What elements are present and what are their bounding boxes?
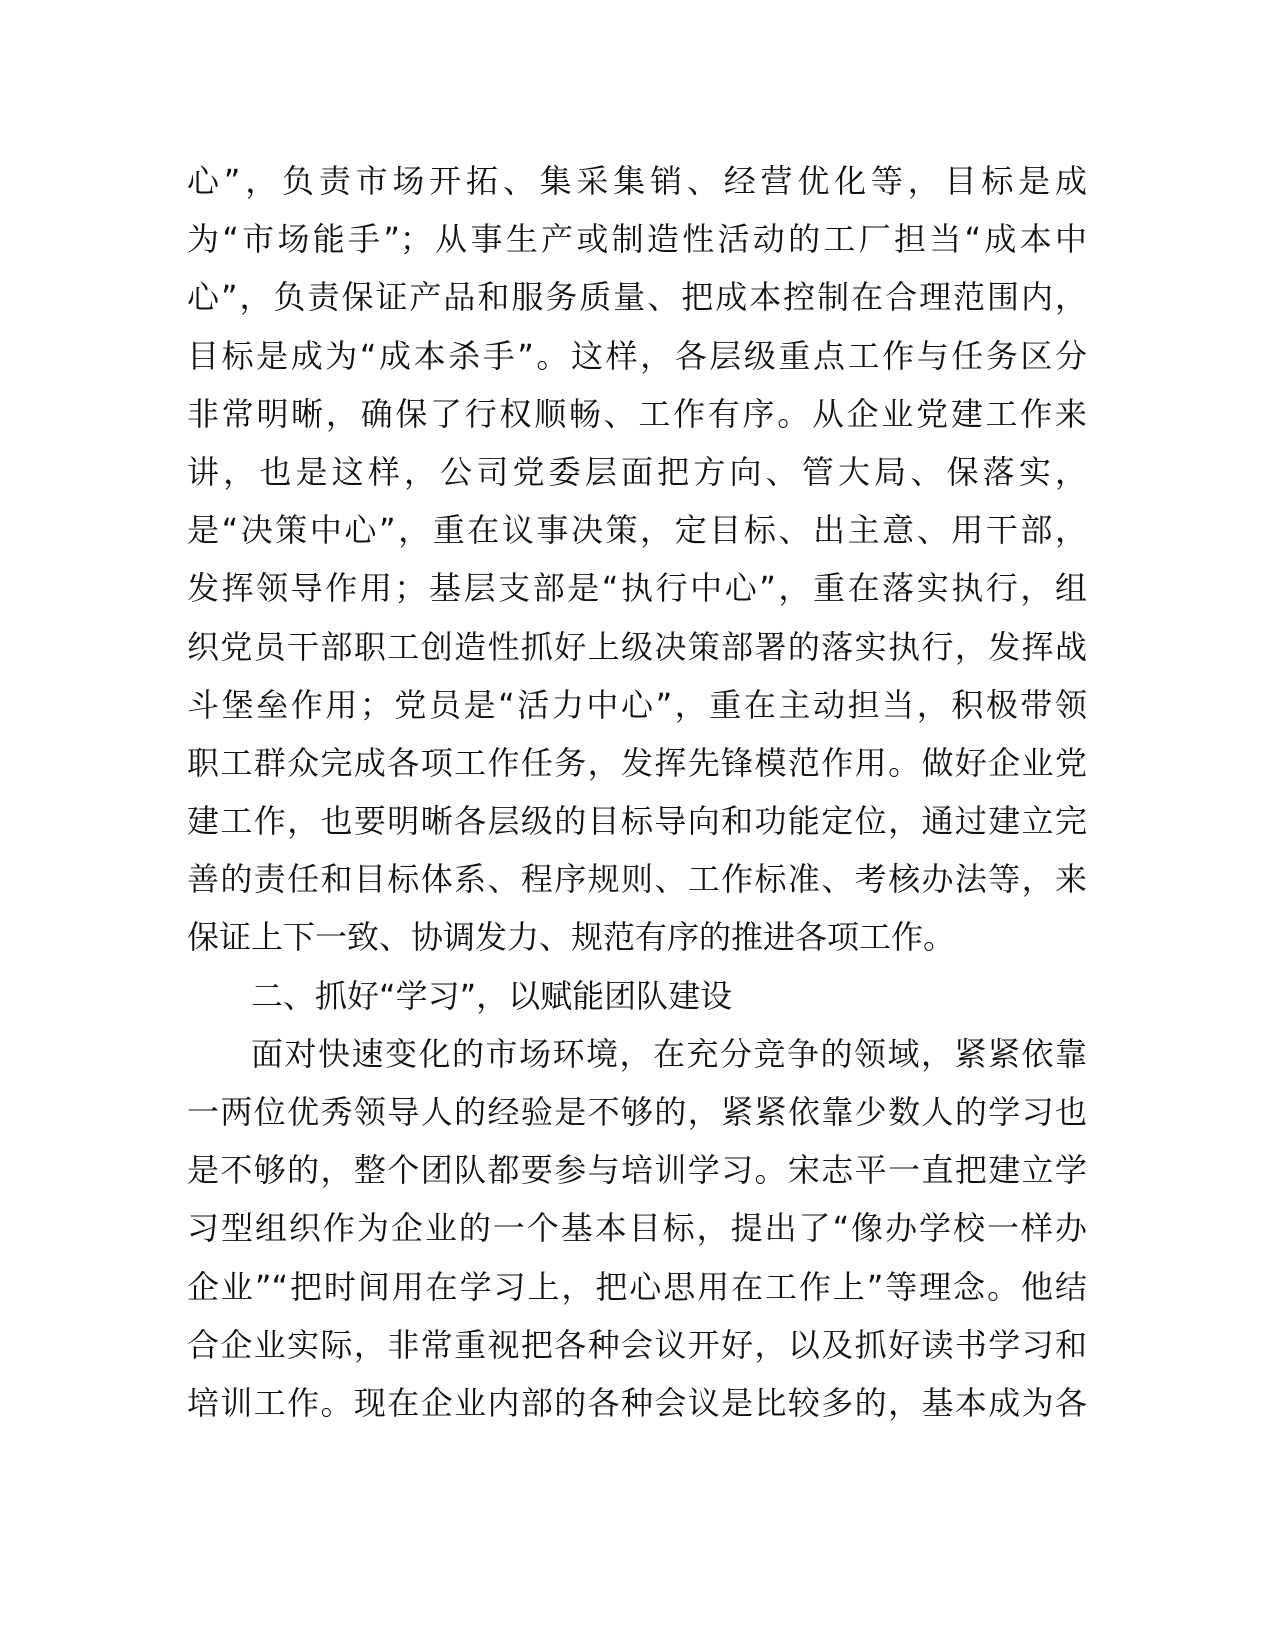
text-line: 合企业实际，非常重视把各种会议开好，以及抓好读书学习和	[187, 1325, 1087, 1364]
text-line: 建工作，也要明晰各层级的目标导向和功能定位，通过建立完	[187, 802, 1087, 841]
text-line: 面对快速变化的市场环境，在充分竞争的领域，紧紧依靠	[251, 1034, 1087, 1073]
text-line: 发挥领导作用；基层支部是“执行中心”，重在落实执行，组	[187, 569, 1087, 608]
text-line: 心”，负责市场开拓、集采集销、经营优化等，目标是成	[187, 162, 1087, 200]
text-line: 是“决策中心”，重在议事决策，定目标、出主意、用干部，	[187, 511, 1087, 550]
text-line: 讲，也是这样，公司党委层面把方向、管大局、保落实，	[187, 452, 1087, 491]
text-line: 善的责任和目标体系、程序规则、工作标准、考核办法等，来	[187, 860, 1087, 899]
section-heading: 二、抓好“学习”，以赋能团队建设	[251, 976, 733, 1015]
text-line: 习型组织作为企业的一个基本目标，提出了“像办学校一样办	[187, 1209, 1087, 1248]
text-line: 斗堡垒作用；党员是“活力中心”，重在主动担当，积极带领	[187, 685, 1087, 724]
text-line: 保证上下一致、协调发力、规范有序的推进各项工作。	[187, 918, 956, 957]
text-line: 职工群众完成各项工作任务，发挥先锋模范作用。做好企业党	[187, 743, 1087, 782]
text-line: 织党员干部职工创造性抓好上级决策部署的落实执行，发挥战	[187, 627, 1087, 666]
text-line: 为“市场能手”；从事生产或制造性活动的工厂担当“成本中	[187, 220, 1087, 259]
text-line: 非常明晰，确保了行权顺畅、工作有序。从企业党建工作来	[187, 394, 1087, 433]
text-line: 企业”“把时间用在学习上，把心思用在工作上”等理念。他结	[187, 1267, 1087, 1306]
document-body	[187, 152, 1087, 1432]
text-line: 目标是成为“成本杀手”。这样，各层级重点工作与任务区分	[187, 336, 1087, 375]
text-line: 心”，负责保证产品和服务质量、把成本控制在合理范围内，	[187, 278, 1087, 317]
text-line: 是不够的，整个团队都要参与培训学习。宋志平一直把建立学	[187, 1151, 1087, 1190]
text-line: 培训工作。现在企业内部的各种会议是比较多的，基本成为各	[187, 1383, 1087, 1422]
text-line: 一两位优秀领导人的经验是不够的，紧紧依靠少数人的学习也	[187, 1093, 1087, 1131]
